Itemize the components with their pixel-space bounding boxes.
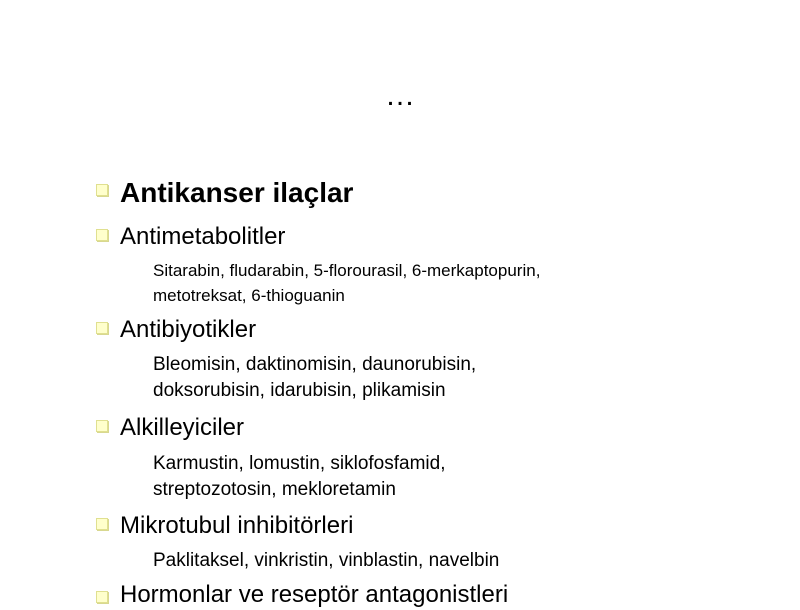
bullet-icon <box>96 518 108 530</box>
list-detail: metotreksat, 6-thioguanin <box>153 286 345 305</box>
list-detail: Sitarabin, fludarabin, 5-florourasil, 6-merkaptopurin, <box>153 261 541 280</box>
slide-title: … <box>385 79 415 112</box>
heading-anticancer: Antikanser ilaçlar <box>120 177 354 208</box>
list-item-alkylating: Alkilleyiciler <box>120 414 245 441</box>
list-detail: Karmustin, lomustin, siklofosfamid, <box>153 453 446 474</box>
list-detail: doksorubisin, idarubisin, plikamisin <box>153 380 446 401</box>
list-detail: Bleomisin, daktinomisin, daunorubisin, <box>153 354 477 375</box>
bullet-icon <box>96 229 108 241</box>
list-item-antibiotics: Antibiyotikler <box>120 316 257 343</box>
list-item-hormones: Hormonlar ve reseptör antagonistleri <box>120 581 509 608</box>
bullet-icon <box>96 184 108 196</box>
bullet-icon <box>96 420 108 432</box>
list-detail: streptozotosin, mekloretamin <box>153 479 396 500</box>
bullet-icon <box>96 322 108 334</box>
list-item-antimetabolites: Antimetabolitler <box>120 223 286 250</box>
bullet-icon <box>96 591 108 603</box>
list-detail: Paklitaksel, vinkristin, vinblastin, navelbin <box>153 550 500 571</box>
list-item-microtubule: Mikrotubul inhibitörleri <box>120 512 354 539</box>
